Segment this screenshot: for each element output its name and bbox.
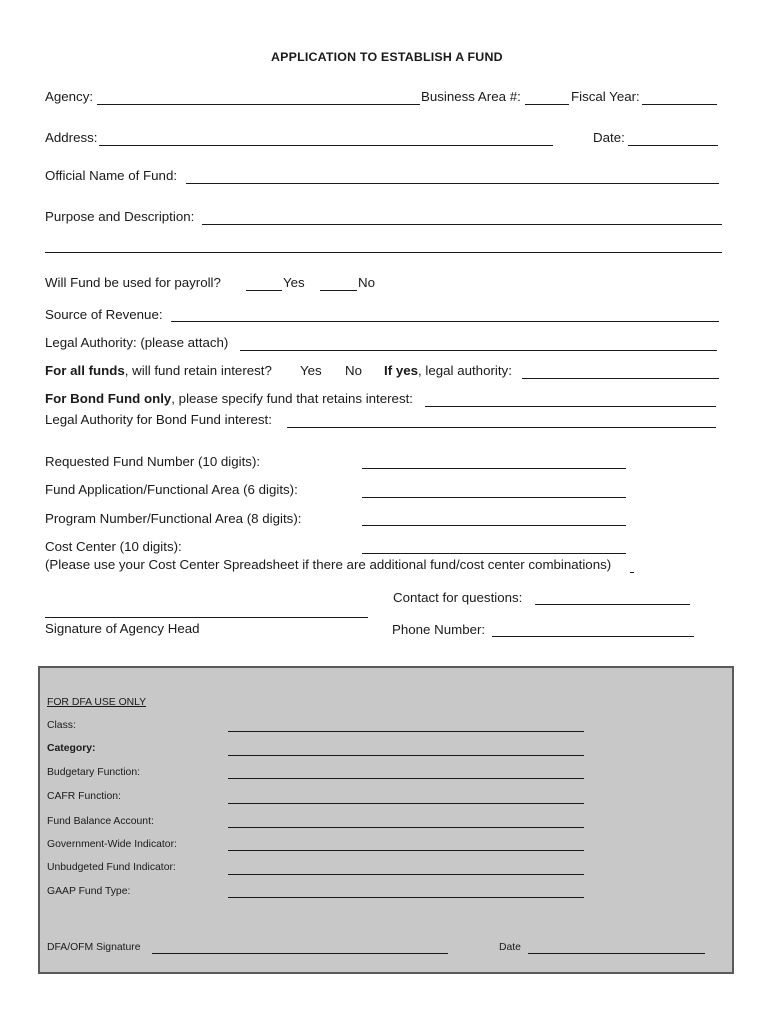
if-yes-text: , legal authority: [418,363,512,378]
cost-center-label: Cost Center (10 digits): [45,539,182,554]
address-label: Address: [45,130,98,145]
program-number-field[interactable] [362,525,626,526]
source-revenue-label: Source of Revenue: [45,307,163,322]
agency-field[interactable] [97,104,420,105]
legal-authority-field[interactable] [240,350,717,351]
dfa-gaap-field[interactable] [228,897,584,898]
date-label: Date: [593,130,625,145]
dfa-heading: FOR DFA USE ONLY [47,697,147,708]
dfa-date-field[interactable] [528,953,705,954]
dfa-budgetary-label: Budgetary Function: [47,767,140,778]
purpose-label: Purpose and Description: [45,209,195,224]
dfa-date-label: Date [499,942,521,953]
dfa-signature-label: DFA/OFM Signature [47,942,141,953]
source-revenue-field[interactable] [171,321,719,322]
bond-fund-field[interactable] [425,406,716,407]
interest-yes-label[interactable]: Yes [300,363,322,378]
dfa-gov-wide-field[interactable] [228,850,584,851]
dfa-class-field[interactable] [228,731,584,732]
date-field[interactable] [628,145,718,146]
bond-legal-field[interactable] [287,427,716,428]
bond-legal-label: Legal Authority for Bond Fund interest: [45,412,272,427]
dfa-fund-balance-label: Fund Balance Account: [47,816,154,827]
payroll-yes-field[interactable] [246,290,282,291]
phone-label: Phone Number: [392,622,486,637]
program-number-label: Program Number/Functional Area (8 digits): [45,511,302,526]
payroll-question: Will Fund be used for payroll? [45,275,221,290]
cost-center-note: (Please use your Cost Center Spreadsheet if there are additional fund/cost center combinations) [45,557,612,572]
phone-field[interactable] [492,636,694,637]
functional-area-label: Fund Application/Functional Area (6 digits): [45,482,298,497]
business-area-field[interactable] [525,104,569,105]
all-funds-question [45,363,272,379]
all-funds-bold: For all funds [45,363,125,378]
official-name-label: Official Name of Fund: [45,168,178,183]
cost-center-field[interactable] [362,553,626,554]
signature-label: Signature of Agency Head [45,621,200,636]
signature-field[interactable] [45,617,368,618]
form-title: APPLICATION TO ESTABLISH A FUND [271,50,503,64]
dfa-category-label: Category: [47,743,96,754]
requested-fund-label: Requested Fund Number (10 digits): [45,454,261,469]
purpose-field[interactable] [202,224,722,225]
dfa-signature-field[interactable] [152,953,448,954]
cost-center-note-underline [630,572,634,573]
all-funds-text: , will fund retain interest? [124,363,272,378]
fiscal-year-label: Fiscal Year: [571,89,640,104]
functional-area-field[interactable] [362,497,626,498]
address-field[interactable] [99,145,553,146]
dfa-budgetary-field[interactable] [228,778,584,779]
agency-label: Agency: [45,89,94,104]
dfa-class-label: Class: [47,720,76,731]
legal-authority-label: Legal Authority: (please attach) [45,335,229,350]
dfa-unbudgeted-label: Unbudgeted Fund Indicator: [47,862,176,873]
payroll-no-field[interactable] [320,290,357,291]
contact-field[interactable] [535,604,690,605]
bond-fund-text: , please specify fund that retains interest: [171,391,413,406]
business-area-label: Business Area #: [421,89,521,104]
payroll-no-label: No [358,275,375,290]
official-name-field[interactable] [186,183,719,184]
contact-label: Contact for questions: [393,590,523,605]
interest-legal-authority-field[interactable] [522,378,719,379]
payroll-yes-label: Yes [283,275,305,290]
interest-no-label[interactable]: No [345,363,362,378]
dfa-cafr-field[interactable] [228,803,584,804]
fiscal-year-field[interactable] [642,104,717,105]
bond-fund-question [45,391,413,407]
dfa-fund-balance-field[interactable] [228,827,584,828]
bond-fund-bold: For Bond Fund only [45,391,172,406]
requested-fund-field[interactable] [362,468,626,469]
dfa-unbudgeted-field[interactable] [228,874,584,875]
if-yes-bold: If yes [384,363,419,378]
if-yes-question [384,363,512,379]
dfa-cafr-label: CAFR Function: [47,791,121,802]
dfa-category-field[interactable] [228,755,584,756]
purpose-field-line-2[interactable] [45,252,722,253]
dfa-gov-wide-label: Government-Wide Indicator: [47,839,177,850]
dfa-gaap-label: GAAP Fund Type: [47,886,131,897]
